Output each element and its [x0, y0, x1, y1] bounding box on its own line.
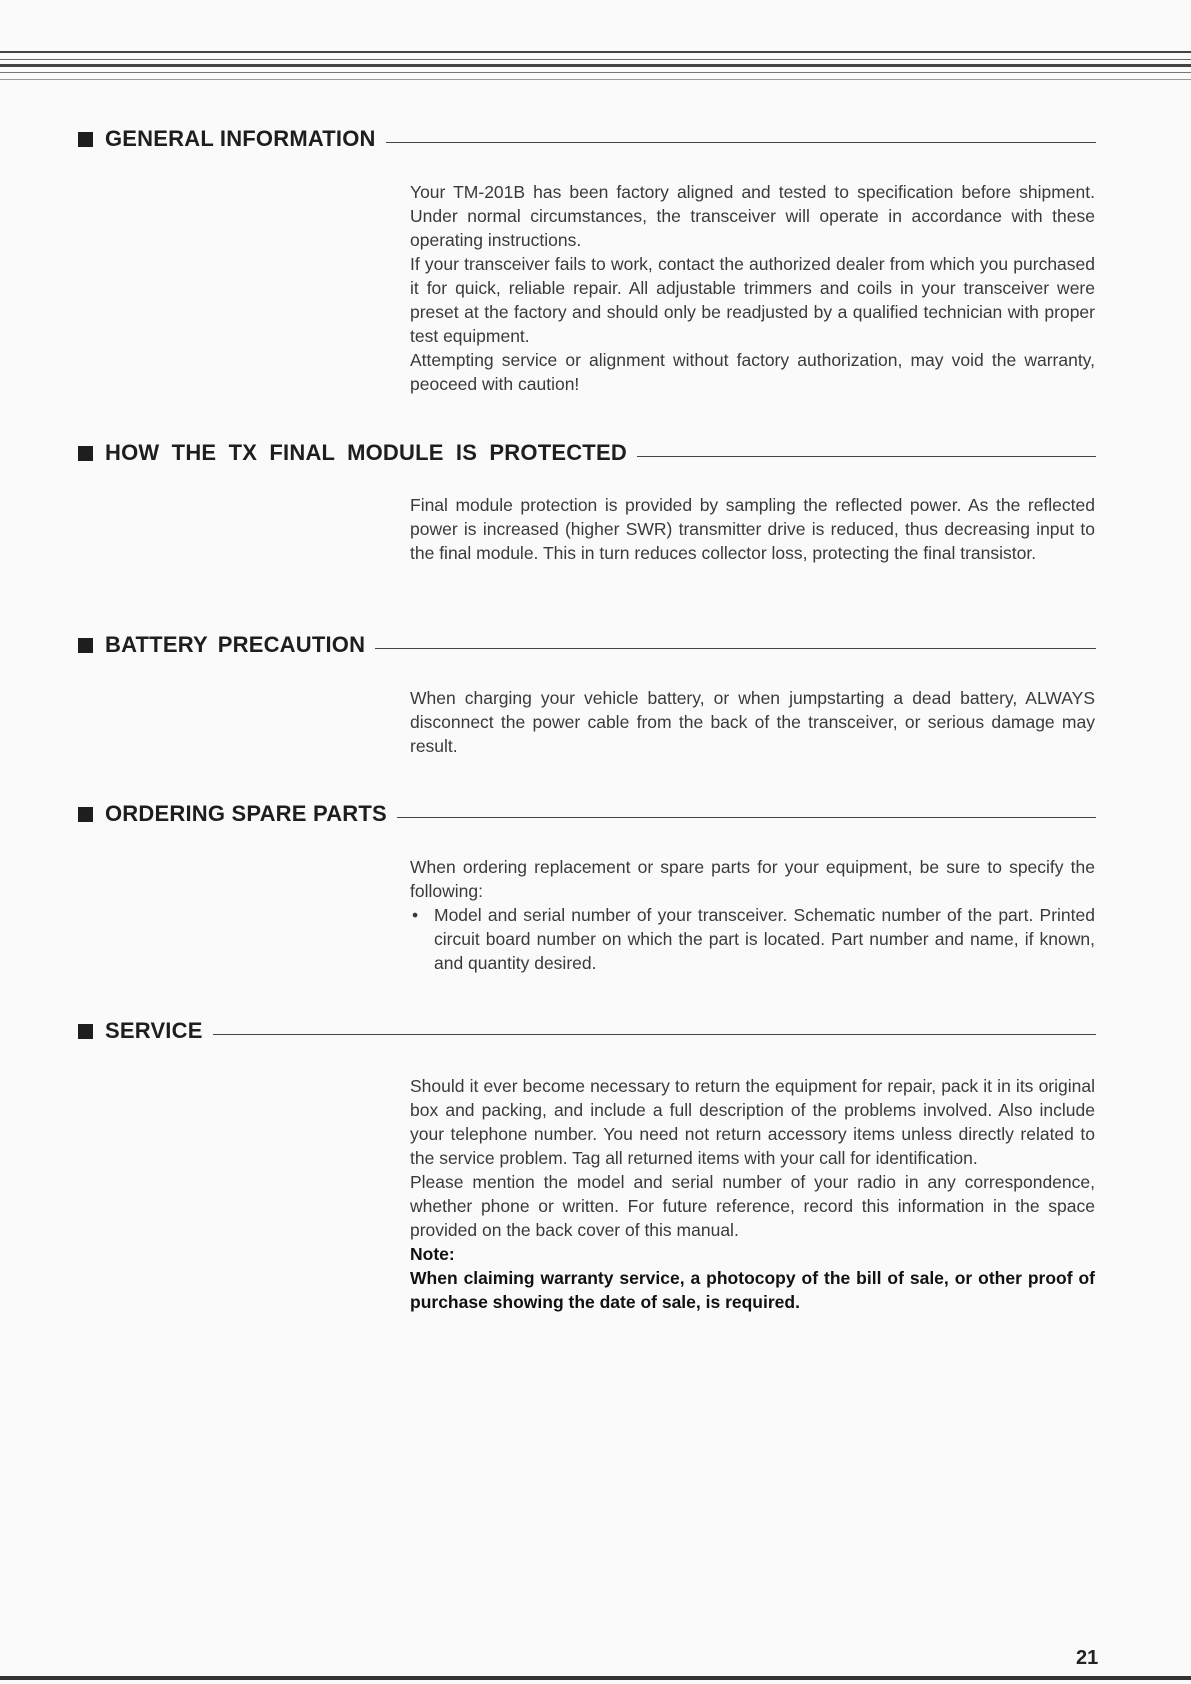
section-title: HOW THE TX FINAL MODULE IS PROTECTED — [105, 440, 627, 465]
heading-rule — [375, 648, 1096, 649]
heading-rule — [213, 1034, 1096, 1035]
paragraph: Final module protection is provided by sampling the reflected power. As the reflected power is increased (higher SWR) transmitter drive is reduced, thus decreasing input to the final module. This in turn reduces collector loss, protecting the final transistor. — [410, 495, 1095, 563]
square-bullet-icon — [78, 446, 93, 461]
section-heading-ordering-spare-parts — [78, 801, 1096, 827]
section-heading-general-information — [78, 126, 1096, 152]
section-title: BATTERY PRECAUTION — [105, 632, 366, 657]
bullet-list — [410, 903, 1095, 975]
top-border-line — [0, 59, 1191, 60]
top-border-line — [0, 64, 1191, 67]
square-bullet-icon — [78, 1024, 93, 1039]
section-title: ORDERING SPARE PARTS — [105, 801, 387, 826]
section-heading-service — [78, 1018, 1096, 1044]
heading-rule — [637, 456, 1096, 457]
section-heading-battery-precaution — [78, 632, 1096, 658]
note-text: When claiming warranty service, a photocopy of the bill of sale, or other proof of purchase showing the date of sale, is required. — [410, 1268, 1095, 1312]
top-border-line — [0, 72, 1191, 73]
heading-rule — [397, 817, 1096, 818]
paragraph: Please mention the model and serial number of your radio in any correspondence, whether phone or written. For future reference, record this information in the space provided on the back cover of this manual. — [410, 1172, 1095, 1240]
square-bullet-icon — [78, 132, 93, 147]
section-body-tx-final-module — [410, 493, 1095, 565]
section-title: SERVICE — [105, 1018, 203, 1043]
section-body-ordering-spare-parts — [410, 855, 1095, 975]
square-bullet-icon — [78, 638, 93, 653]
section-body-general-information — [410, 180, 1095, 396]
paragraph: When charging your vehicle battery, or when jumpstarting a dead battery, ALWAYS disconnect the power cable from the back of the transceiver, or serious damage may result. — [410, 688, 1095, 756]
section-body-service — [410, 1074, 1095, 1314]
section-heading-tx-final-module — [78, 440, 1096, 466]
paragraph: If your transceiver fails to work, contact the authorized dealer from which you purchased it for quick, reliable repair. All adjustable trimmers and coils in your transceiver were preset at the factory and should only be readjusted by a qualified technician with proper test equipment. — [410, 254, 1095, 346]
paragraph: Should it ever become necessary to return the equipment for repair, pack it in its original box and packing, and include a full description of the problems involved. Also include your telephone number. You need not return accessory items unless directly related to the service problem. Tag all returned items with your call for identification. — [410, 1076, 1095, 1168]
heading-rule — [386, 142, 1096, 143]
bottom-border-line — [0, 1676, 1191, 1680]
top-border-line — [0, 51, 1191, 53]
list-item: • Model and serial number of your transceiver. Schematic number of the part. Printed circuit board number on which the part is located. Part number and name, if known, and quantity desired. — [410, 903, 1095, 975]
section-body-battery-precaution — [410, 686, 1095, 758]
page-number: 21 — [1076, 1647, 1099, 1669]
paragraph: Your TM-201B has been factory aligned and tested to specification before shipment. Under normal circumstances, the transceiver will operate in accordance with these operating instructions. — [410, 182, 1095, 250]
section-title: GENERAL INFORMATION — [105, 126, 376, 151]
paragraph: Attempting service or alignment without factory authorization, may void the warranty, peoceed with caution! — [410, 350, 1095, 394]
square-bullet-icon — [78, 807, 93, 822]
top-border-line — [0, 79, 1191, 80]
note-label: Note: — [410, 1244, 455, 1264]
paragraph: When ordering replacement or spare parts for your equipment, be sure to specify the following: — [410, 857, 1095, 901]
